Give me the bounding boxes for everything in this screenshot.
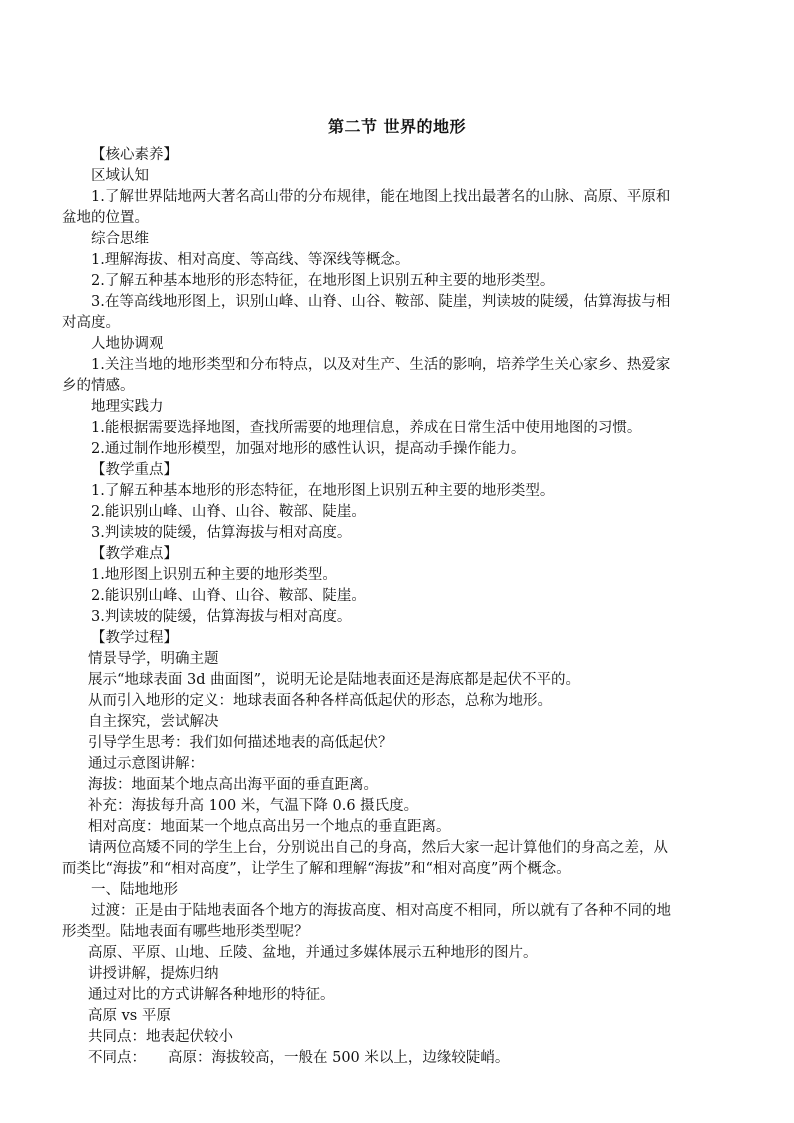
definition-relative-height: 相对高度：地面某一个地点高出另一个地点的垂直距离。: [88, 819, 451, 835]
comparison-label: 不同点：: [88, 1050, 146, 1066]
section-heading-difficulties: 【教学难点】: [91, 546, 178, 562]
comparison-line: [88, 1048, 509, 1068]
paragraph-line: 1.能根据需要选择地图，查找所需要的地理信息，养成在日常生活中使用地图的习惯。: [91, 420, 642, 436]
paragraph-line: 展示“地球表面 3d 曲面图”，说明无论是陆地表面还是海底都是起伏不平的。: [88, 672, 581, 688]
page-title: 第二节 世界的地形: [327, 117, 467, 136]
paragraph-line: 形类型。陆地表面有哪些地形类型呢？: [62, 924, 309, 940]
list-item: 3.判读坡的陡缓，估算海拔与相对高度。: [91, 609, 352, 625]
paragraph-line: 盆地的位置。: [62, 210, 149, 226]
section-heading-teaching-process: 【教学过程】: [91, 630, 178, 646]
paragraph-line: 乡的情感。: [62, 378, 135, 394]
paragraph-line: 共同点：地表起伏较小: [88, 1029, 233, 1045]
subheading-lecture: 讲授讲解，提炼归纳: [88, 966, 219, 982]
list-item: 1.了解五种基本地形的形态特征，在地形图上识别五种主要的地形类型。: [91, 483, 555, 499]
section-heading-core-literacy: 【核心素养】: [91, 147, 178, 163]
paragraph-line: 通过对比的方式讲解各种地形的特征。: [88, 987, 335, 1003]
subheading-regional-cognition: 区域认知: [91, 168, 149, 184]
comparison-text: 高原：海拔较高，一般在 500 米以上，边缘较陡峭。: [168, 1050, 510, 1066]
paragraph-line: 请两位高矮不同的学生上台，分别说出自己的身高，然后大家一起计算他们的身高之差，从: [88, 840, 668, 856]
paragraph-line: 1.理解海拔、相对高度、等高线、等深线等概念。: [91, 252, 410, 268]
paragraph-line: 2.通过制作地形模型，加强对地形的感性认识，提高动手操作能力。: [91, 441, 526, 457]
subheading-comprehensive-thinking: 综合思维: [91, 231, 149, 247]
paragraph-line: 2.了解五种基本地形的形态特征，在地形图上识别五种主要的地形类型。: [91, 273, 555, 289]
list-item: 2.能识别山峰、山脊、山谷、鞍部、陡崖。: [91, 504, 366, 520]
paragraph-line: 从而引入地形的定义：地球表面各种各样高低起伏的形态，总称为地形。: [88, 693, 552, 709]
paragraph-line: 引导学生思考：我们如何描述地表的高低起伏？: [88, 735, 393, 751]
subheading-scenario-intro: 情景导学，明确主题: [88, 651, 219, 667]
subheading-human-earth-harmony: 人地协调观: [91, 336, 164, 352]
section-heading-land-terrain: 一、陆地地形: [91, 882, 178, 898]
list-item: 2.能识别山峰、山脊、山谷、鞍部、陡崖。: [91, 588, 366, 604]
subheading-geographic-practice: 地理实践力: [91, 399, 164, 415]
paragraph-line: 通过示意图讲解：: [88, 756, 204, 772]
paragraph-line: 而类比“海拔”和“相对高度”，让学生了解和理解“海拔”和“相对高度”两个概念。: [62, 861, 571, 877]
paragraph-line: 对高度。: [62, 315, 120, 331]
paragraph-line: 过渡：正是由于陆地表面各个地方的海拔高度、相对高度不相同，所以就有了各种不同的地: [91, 903, 671, 919]
paragraph-line: 1.了解世界陆地两大著名高山带的分布规律，能在地图上找出最著名的山脉、高原、平原和: [91, 189, 671, 205]
comparison-heading: 高原 vs 平原: [88, 1008, 171, 1024]
paragraph-line: 补充：海拔每升高 100 米，气温下降 0.6 摄氏度。: [88, 798, 419, 814]
paragraph-line: 3.在等高线地形图上，识别山峰、山脊、山谷、鞍部、陡崖，判读坡的陡缓，估算海拔与相: [91, 294, 671, 310]
list-item: 3.判读坡的陡缓，估算海拔与相对高度。: [91, 525, 352, 541]
definition-altitude: 海拔：地面某个地点高出海平面的垂直距离。: [88, 777, 378, 793]
paragraph-line: 高原、平原、山地、丘陵、盆地，并通过多媒体展示五种地形的图片。: [88, 945, 538, 961]
list-item: 1.地形图上识别五种主要的地形类型。: [91, 567, 337, 583]
section-heading-key-points: 【教学重点】: [91, 462, 178, 478]
paragraph-line: 1.关注当地的地形类型和分布特点，以及对生产、生活的影响，培养学生关心家乡、热爱家: [91, 357, 671, 373]
subheading-self-exploration: 自主探究，尝试解决: [88, 714, 219, 730]
